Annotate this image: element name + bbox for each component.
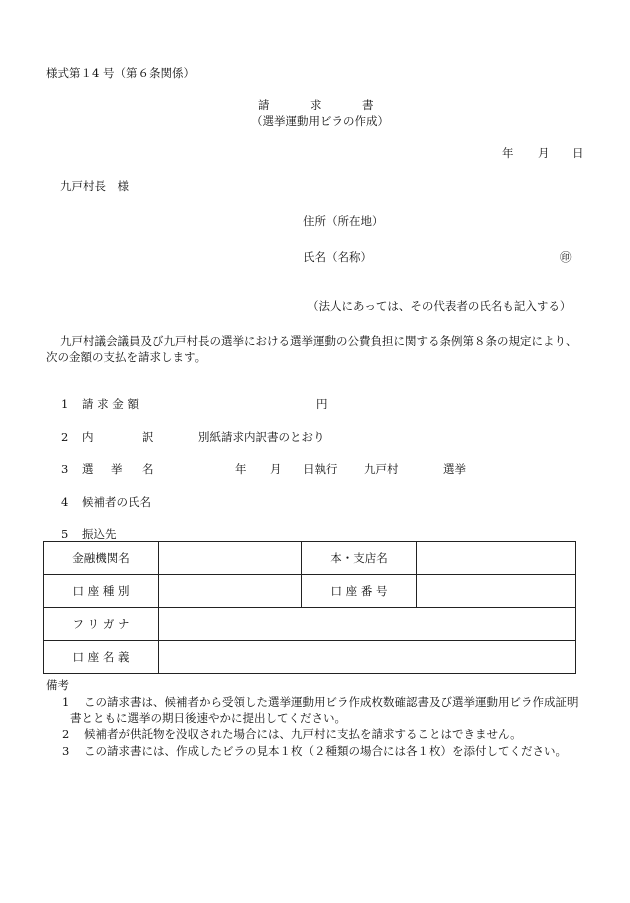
note-1-line-1: この請求書は、候補者から受領した選挙運動用ビラ作成枚数確認書及び選挙運動用ビラ作成証明 [84, 695, 579, 709]
item-2-label-b: 訳 [142, 430, 154, 444]
document-subtitle: （選挙運動用ビラの作成） [251, 114, 389, 128]
address-label: 住所（所在地） [303, 214, 384, 228]
table-row [44, 575, 576, 608]
title-char-1: 請 [258, 98, 270, 112]
item-3-label-b: 挙 [111, 462, 123, 476]
account-holder-field[interactable] [159, 641, 576, 674]
account-number-label: 口 座 番 号 [302, 575, 417, 608]
bank-name-field[interactable] [159, 542, 302, 575]
item-2-label-a: 内 [82, 430, 94, 444]
item-1-unit: 円 [316, 397, 328, 411]
item-5-label: 振込先 [82, 527, 117, 541]
title-char-2: 求 [310, 98, 322, 112]
item-3-label-a: 選 [82, 462, 94, 476]
item-4-label: 候補者の氏名 [82, 495, 151, 509]
note-3-number: 3 [62, 744, 70, 758]
body-text-line-2: 次の金額の支払を請求します。 [46, 350, 207, 364]
bank-account-table [43, 541, 576, 674]
furigana-label: フ リ ガ ナ [44, 608, 159, 641]
account-type-label: 口 座 種 別 [44, 575, 159, 608]
item-1-label: 請 求 金 額 [82, 397, 139, 411]
bank-name-label: 金融機関名 [44, 542, 159, 575]
item-3-village: 九戸村 [364, 462, 399, 476]
item-1-number: 1 [61, 397, 69, 411]
account-number-field[interactable] [417, 575, 576, 608]
item-3-month: 月 [270, 462, 282, 476]
item-3-election: 選挙 [443, 462, 466, 476]
item-4-number: 4 [61, 495, 69, 509]
item-5-number: 5 [61, 527, 69, 541]
title-char-3: 書 [362, 98, 374, 112]
item-2-value: 別紙請求内訳書のとおり [198, 430, 325, 444]
name-label: 氏名（名称） [303, 250, 372, 264]
note-1-number: 1 [62, 695, 70, 709]
branch-label: 本・支店名 [302, 542, 417, 575]
date-day: 日 [572, 146, 584, 160]
note-3-text: この請求書には、作成したビラの見本１枚（２種類の場合には各１枚）を添付してください。 [84, 744, 567, 758]
body-text-line-1: 九戸村議会議員及び九戸村長の選挙における選挙運動の公費負担に関する条例第８条の規定により、 [60, 334, 578, 348]
note-2-number: 2 [62, 727, 70, 741]
item-3-year: 年 [235, 462, 247, 476]
item-3-label-c: 名 [142, 462, 154, 476]
seal-mark: ㊞ [560, 250, 572, 264]
form-number: 様式第１4 号（第６条関係） [46, 66, 195, 80]
corporation-note: （法人にあっては、その代表者の氏名も記入する） [307, 299, 572, 313]
notes-heading: 備考 [46, 678, 69, 692]
addressee: 九戸村長 様 [60, 179, 129, 193]
branch-field[interactable] [417, 542, 576, 575]
account-type-field[interactable] [159, 575, 302, 608]
table-row [44, 641, 576, 674]
table-row [44, 542, 576, 575]
item-3-number: 3 [61, 462, 69, 476]
item-2-number: 2 [61, 430, 69, 444]
item-3-day: 日執行 [303, 462, 338, 476]
note-2-text: 候補者が供託物を没収された場合には、九戸村に支払を請求することはできません。 [84, 727, 522, 741]
table-row [44, 608, 576, 641]
furigana-field[interactable] [159, 608, 576, 641]
date-month: 月 [538, 146, 550, 160]
account-holder-label: 口 座 名 義 [44, 641, 159, 674]
date-year: 年 [502, 146, 514, 160]
note-1-line-2: 書とともに選挙の期日後速やかに提出してください。 [70, 711, 346, 725]
